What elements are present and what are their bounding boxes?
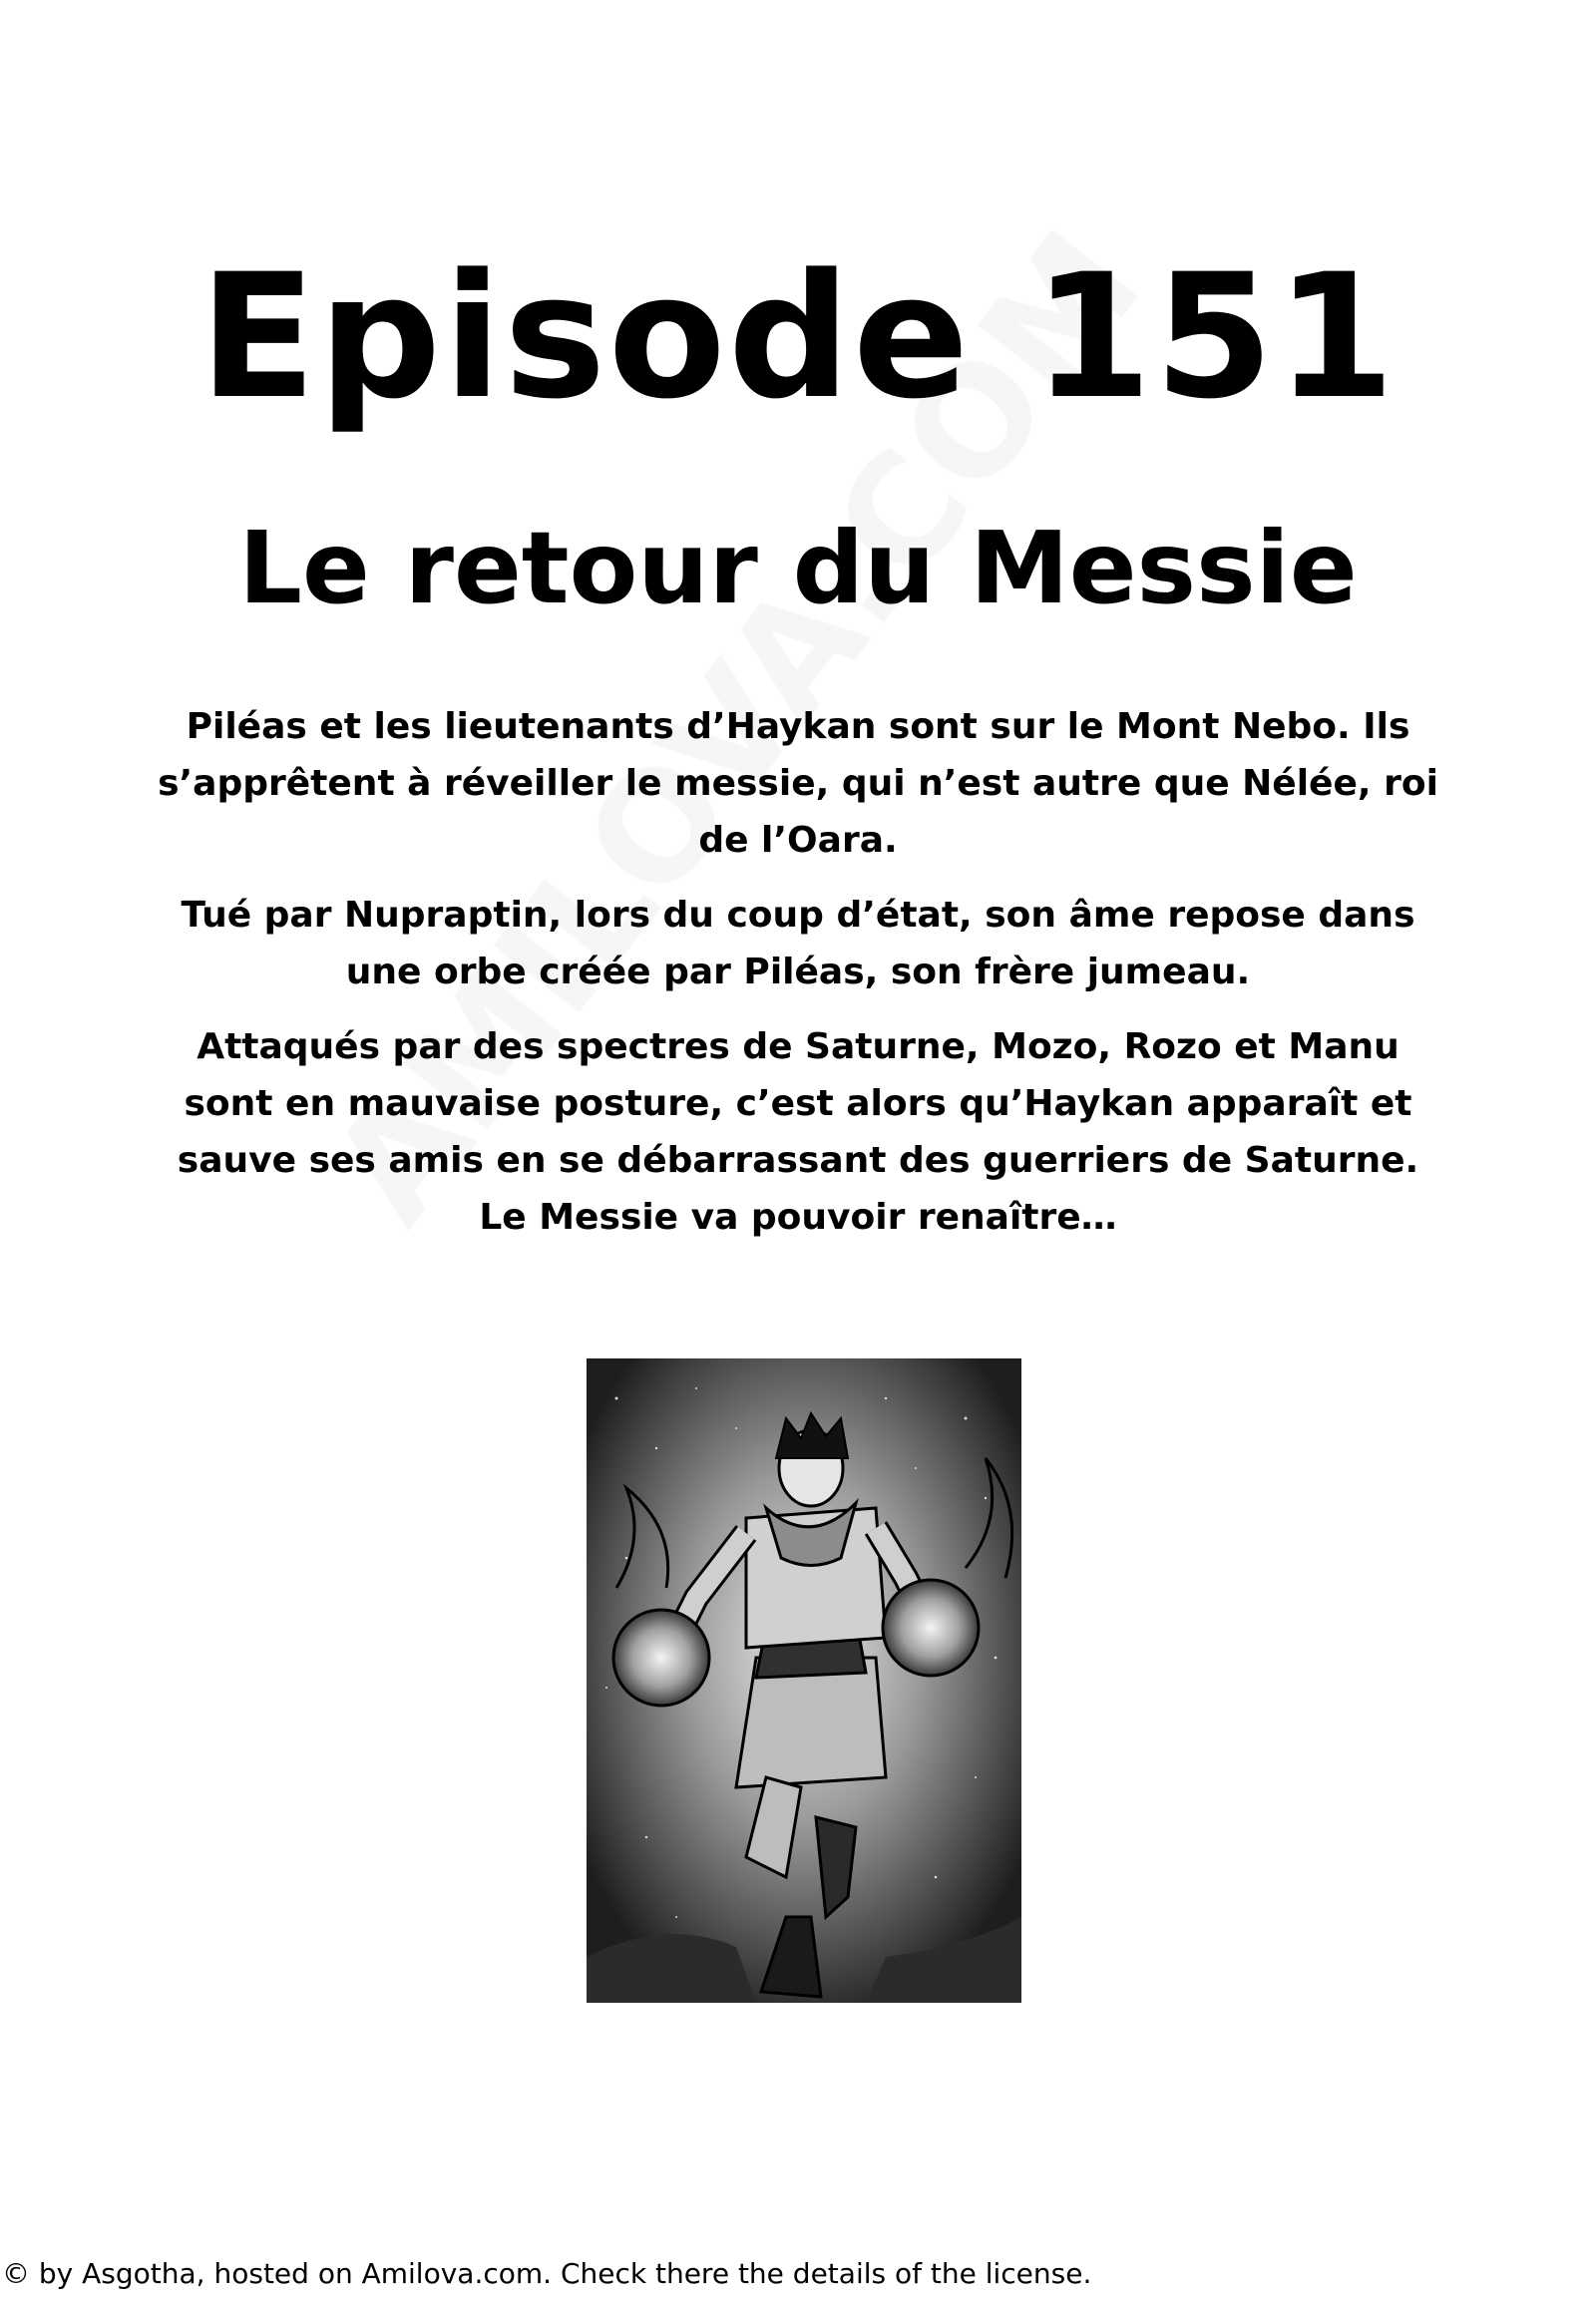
copyright-notice: © by Asgotha, hosted on Amilova.com. Check there the details of the license. [2,2257,1092,2290]
messiah-figure-drawing [587,1358,1021,2003]
synopsis-paragraph: Tué par Nupraptin, lors du coup d’état, son âme repose dans une orbe créée par Piléas, son frère jumeau. [181,895,1415,992]
synopsis-paragraph: Piléas et les lieutenants d’Haykan sont sur le Mont Nebo. Ils s’apprêtent à réveiller le messie, qui n’est autre que Nélée, roi de l’Oara. [158,706,1438,861]
episode-title: Episode 151 [199,236,1397,437]
manga-illustration [587,1358,1021,2003]
synopsis [150,698,1446,1264]
synopsis-paragraph: Attaqués par des spectres de Saturne, Mozo, Rozo et Manu sont en mauvaise posture, c’est alors qu’Haykan apparaît et sauve ses amis en se débarrassant des guerriers de Saturne. Le Messie va pouvoir renaître… [177,1026,1419,1238]
episode-subtitle: Le retour du Messie [238,510,1358,626]
